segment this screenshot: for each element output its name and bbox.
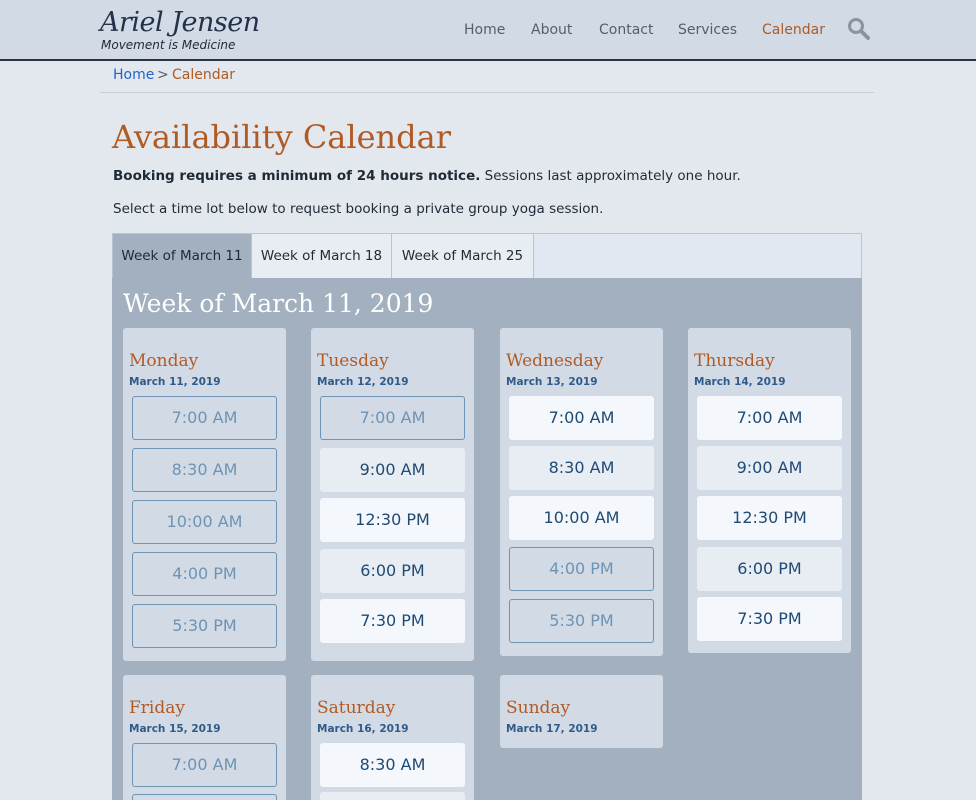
time-slot[interactable]: 12:30 PM	[697, 496, 842, 540]
time-slot[interactable]: 12:30 PM	[320, 498, 465, 542]
time-slot: 7:00 AM	[320, 396, 465, 440]
tab-week-march-18[interactable]: Week of March 18	[252, 234, 392, 278]
time-slot[interactable]: 7:00 AM	[509, 396, 654, 440]
time-slot[interactable]: 10:00 AM	[509, 496, 654, 540]
booking-instructions: Select a time lot below to request booking a private group yoga session.	[113, 201, 604, 217]
day-date: March 15, 2019	[129, 723, 221, 735]
booking-notice-bold: Booking requires a minimum of 24 hours notice.	[113, 168, 481, 184]
time-slot: 7:00 AM	[132, 396, 277, 440]
day-name: Wednesday	[506, 351, 604, 371]
time-slot: 10:00 AM	[132, 500, 277, 544]
time-slot: 5:30 PM	[509, 599, 654, 643]
breadcrumb-separator: >	[157, 67, 169, 83]
day-date: March 16, 2019	[317, 723, 409, 735]
time-slot[interactable]: 9:00 AM	[697, 446, 842, 490]
day-card-friday	[123, 675, 286, 800]
day-date: March 13, 2019	[506, 376, 598, 388]
week-tabs	[112, 233, 862, 278]
time-slot[interactable]	[320, 792, 465, 800]
day-card-saturday	[311, 675, 474, 800]
day-name: Saturday	[317, 698, 396, 718]
day-card-monday	[123, 328, 286, 661]
breadcrumb-home-link[interactable]: Home	[113, 67, 155, 83]
nav-about[interactable]: About	[531, 22, 573, 38]
day-card-thursday	[688, 328, 851, 653]
nav-services[interactable]: Services	[678, 22, 738, 38]
brand-name: Ariel Jensen	[100, 7, 260, 38]
booking-notice-rest: Sessions last approximately one hour.	[480, 168, 741, 184]
time-slot[interactable]: 7:30 PM	[697, 597, 842, 641]
week-panel	[112, 278, 862, 800]
main-nav	[0, 21, 976, 41]
brand-tagline: Movement is Medicine	[101, 38, 236, 52]
day-name: Sunday	[506, 698, 571, 718]
time-slot[interactable]: 7:30 PM	[320, 599, 465, 643]
day-date: March 12, 2019	[317, 376, 409, 388]
time-slot	[132, 794, 277, 800]
site-header	[0, 0, 976, 61]
day-name: Monday	[129, 351, 199, 371]
time-slot: 4:00 PM	[132, 552, 277, 596]
day-card-tuesday	[311, 328, 474, 661]
nav-calendar[interactable]: Calendar	[762, 22, 825, 38]
day-date: March 17, 2019	[506, 723, 598, 735]
day-card-sunday	[500, 675, 663, 748]
day-name: Thursday	[694, 351, 775, 371]
day-name: Tuesday	[317, 351, 389, 371]
week-title: Week of March 11, 2019	[123, 289, 434, 318]
time-slot[interactable]: 7:00 AM	[697, 396, 842, 440]
time-slot[interactable]: 6:00 PM	[320, 549, 465, 593]
time-slot: 8:30 AM	[132, 448, 277, 492]
nav-home[interactable]: Home	[464, 22, 506, 38]
breadcrumb-current: Calendar	[172, 67, 235, 83]
breadcrumb	[100, 67, 874, 93]
day-date: March 14, 2019	[694, 376, 786, 388]
booking-notice	[113, 168, 741, 184]
day-card-wednesday	[500, 328, 663, 656]
time-slot[interactable]: 8:30 AM	[320, 743, 465, 787]
time-slot: 7:00 AM	[132, 743, 277, 787]
search-icon[interactable]	[846, 16, 872, 42]
time-slot[interactable]: 8:30 AM	[509, 446, 654, 490]
page-title: Availability Calendar	[112, 118, 452, 156]
time-slot: 4:00 PM	[509, 547, 654, 591]
time-slot[interactable]: 6:00 PM	[697, 547, 842, 591]
day-date: March 11, 2019	[129, 376, 221, 388]
day-name: Friday	[129, 698, 185, 718]
tab-week-march-11[interactable]: Week of March 11	[113, 234, 252, 278]
nav-contact[interactable]: Contact	[599, 22, 654, 38]
time-slot[interactable]: 9:00 AM	[320, 448, 465, 492]
time-slot: 5:30 PM	[132, 604, 277, 648]
tab-week-march-25[interactable]: Week of March 25	[392, 234, 534, 278]
